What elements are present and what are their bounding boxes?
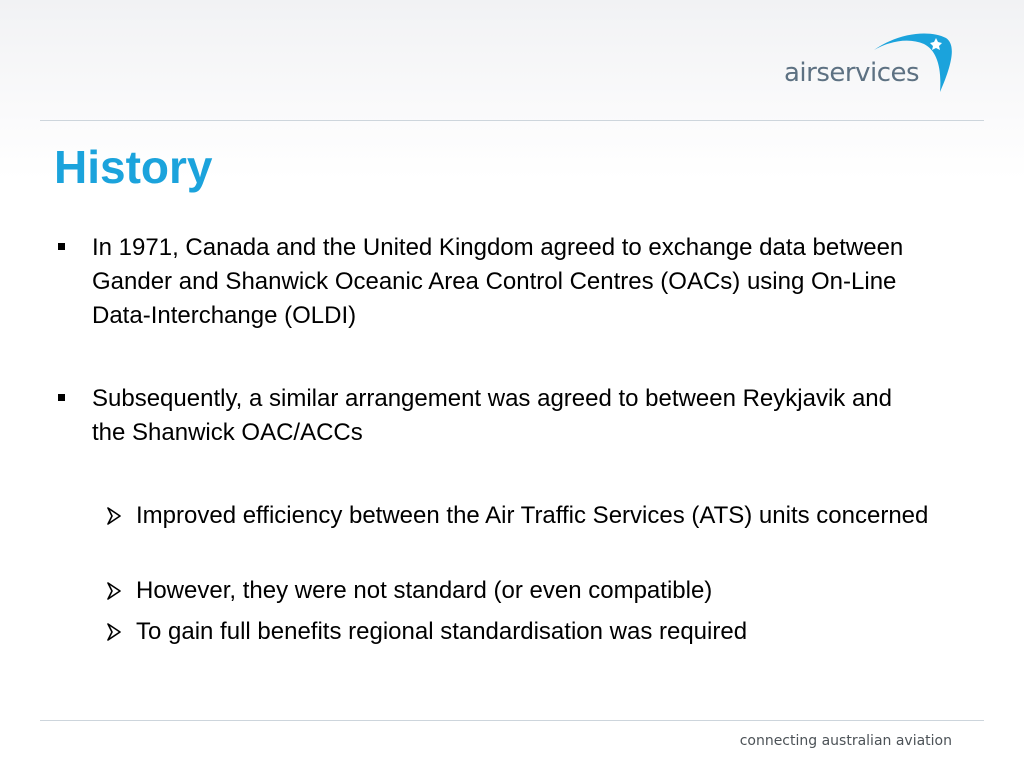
square-bullet-icon (58, 394, 65, 401)
sub-bullet-item-3: To gain full benefits regional standardisation was required (136, 618, 748, 645)
sub-bullet-item-2: However, they were not standard (or even compatible) (136, 577, 713, 604)
square-bullet-icon (58, 243, 65, 250)
arrow-bullet-icon (106, 507, 122, 525)
bullet-item-2: Subsequently, a similar arrangement was agreed to between Reykjavik and the Shanwick OAC/ACCs (92, 385, 892, 446)
bullet-item-1: In 1971, Canada and the United Kingdom agreed to exchange data between Gander and Shanwick Oceanic Area Control Centres (OACs) using On-Line Data-Interchange (OLDI) (92, 234, 904, 329)
logo-wordmark: airservices (784, 58, 920, 88)
arrow-bullet-icon (106, 582, 122, 600)
arrow-bullet-icon (106, 623, 122, 641)
footer-divider (40, 720, 984, 721)
header-divider (40, 120, 984, 121)
footer-tagline: connecting australian aviation (739, 733, 952, 749)
slide-title: History (54, 141, 213, 193)
sub-bullet-item-1: Improved efficiency between the Air Traffic Services (ATS) units concerned (136, 502, 929, 529)
airservices-logo (784, 28, 959, 100)
